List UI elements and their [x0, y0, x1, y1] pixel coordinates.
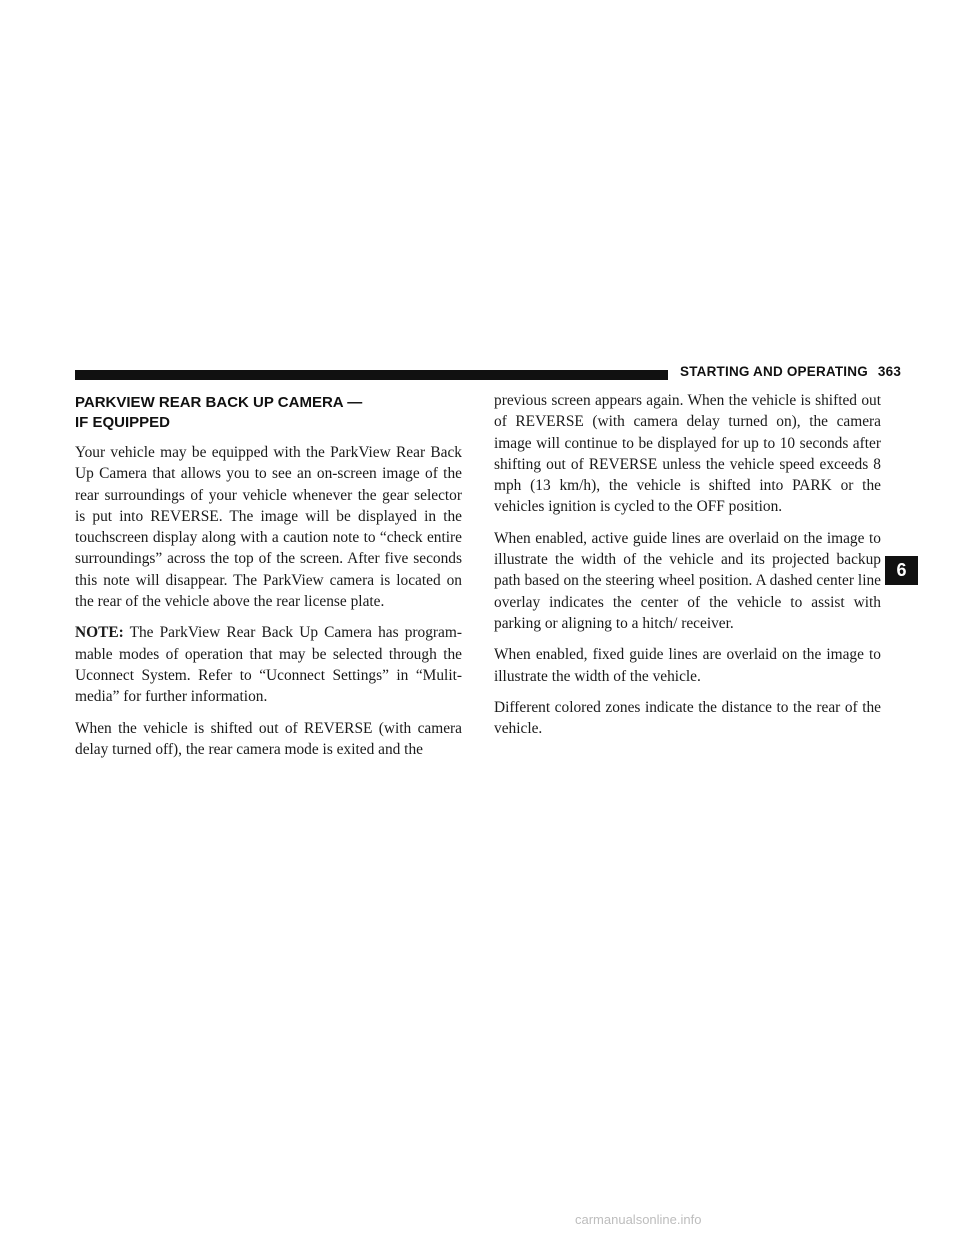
chapter-tab: 6 [885, 556, 918, 585]
camera-delay-paragraph: previous screen appears again. When the vehicle is shifted out of REVERSE (with camera delay turned on), the camera image will continue to be displayed for up to 10 seconds after shifting out of REVERSE unless the vehicle speed exceeds 8 mph (13 km/h), the vehicle is shifted into PARK or the vehicles ignition is cycled to the OFF position. [494, 392, 881, 516]
fixed-guide-lines-paragraph: When enabled, fixed guide lines are overlaid on the image to illustrate the width of the vehicle. [494, 646, 881, 685]
page-number: 363 [877, 364, 902, 379]
note-text: The ParkView Rear Back Up Camera has program-mable modes of operation that may be selected through the Uconnect System. Refer to “Uconnect Settings” in “Mulit-media” for further information. [75, 624, 462, 706]
footer-watermark: carmanualsonline.info [575, 1212, 702, 1227]
active-guide-lines-paragraph: When enabled, active guide lines are overlaid on the image to illustrate the width of the vehicle and its projected backup path based on the steering wheel position. A dashed center line overlay indicates the center of the vehicle to assist with parking or aligning to a hitch/ receiver. [494, 529, 881, 632]
header-rule [75, 370, 668, 380]
section-title-line1: PARKVIEW REAR BACK UP CAMERA — [75, 394, 363, 411]
right-column [494, 390, 881, 749]
section-title-line2: IF EQUIPPED [75, 414, 171, 431]
reverse-exit-paragraph: When the vehicle is shifted out of REVERSE (with camera delay turned off), the rear camera mode is exited and the [75, 719, 462, 758]
colored-zones-paragraph: Different colored zones indicate the distance to the rear of the vehicle. [494, 698, 881, 738]
section-title [75, 393, 462, 433]
left-column [75, 393, 462, 770]
intro-paragraph: Your vehicle may be equipped with the ParkView Rear Back Up Camera that allows you to see an on-screen image of the rear surroundings of your vehicle whenever the gear selector is put into REVERSE. The image will be displayed in the touchscreen display along with a caution note to “check entire surroundings” across the top of the screen. After five seconds this note will disappear. The ParkView camera is located on the rear of the vehicle above the rear license plate. [75, 444, 462, 611]
note-label: NOTE: [75, 624, 124, 642]
header-section-title: STARTING AND OPERATING [680, 364, 868, 379]
note-paragraph [75, 622, 462, 707]
running-header [680, 364, 902, 384]
